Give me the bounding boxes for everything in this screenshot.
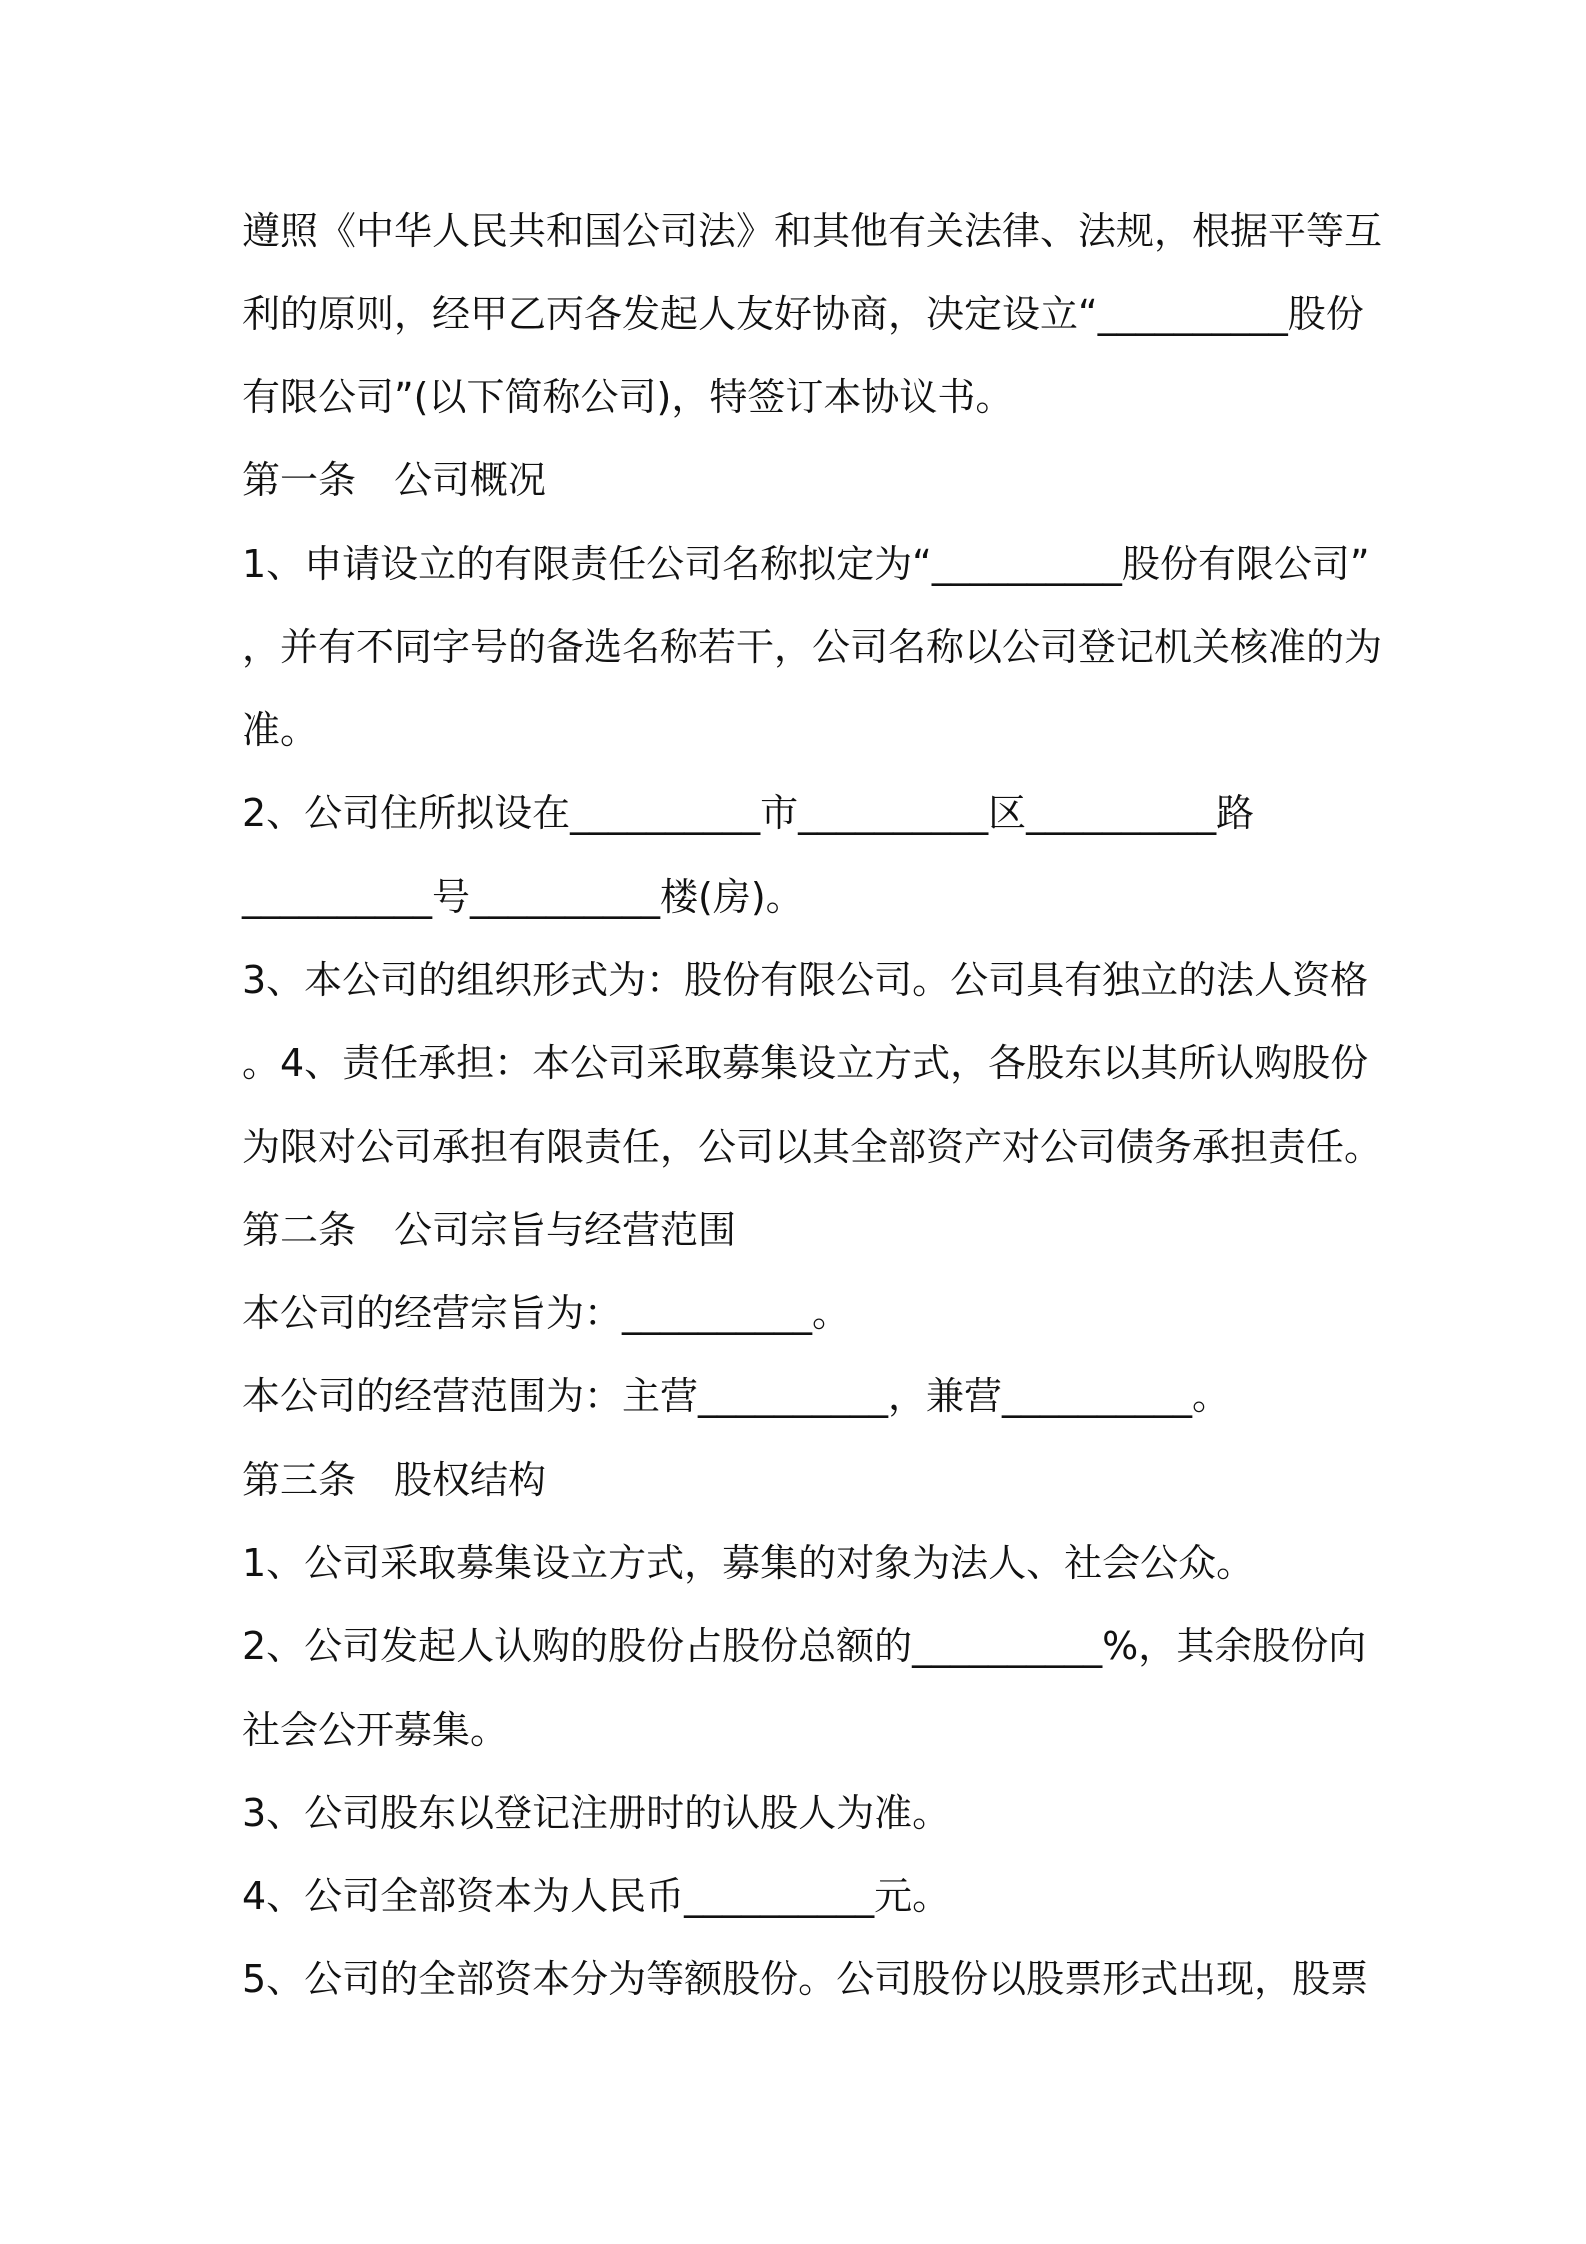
text-line: 社会公开募集。 bbox=[242, 1708, 509, 1752]
text-line: 准。 bbox=[242, 708, 319, 752]
text-line: __________号__________楼(房)。 bbox=[242, 875, 804, 919]
text-line: 。4、责任承担：本公司采取募集设立方式，各股东以其所认购股份 bbox=[242, 1041, 1369, 1085]
text-line: 有限公司”(以下简称公司)，特签订本协议书。 bbox=[242, 375, 1014, 419]
text-line: 1、申请设立的有限责任公司名称拟定为“__________股份有限公司” bbox=[242, 542, 1370, 586]
text-line: ，并有不同字号的备选名称若干，公司名称以公司登记机关核准的为 bbox=[242, 625, 1383, 669]
text-line: 本公司的经营范围为：主营__________，兼营__________。 bbox=[242, 1374, 1231, 1418]
text-line: 4、公司全部资本为人民币__________元。 bbox=[242, 1874, 951, 1918]
section-heading: 第三条 股权结构 bbox=[242, 1458, 547, 1502]
text-line: 5、公司的全部资本分为等额股份。公司股份以股票形式出现，股票 bbox=[242, 1957, 1369, 2001]
text-line: 2、公司住所拟设在__________市__________区__________路 bbox=[242, 791, 1255, 835]
text-line: 3、本公司的组织形式为：股份有限公司。公司具有独立的法人资格 bbox=[242, 958, 1369, 1002]
text-line: 利的原则，经甲乙丙各发起人友好协商，决定设立“__________股份 bbox=[242, 292, 1364, 336]
text-line: 遵照《中华人民共和国公司法》和其他有关法律、法规，根据平等互 bbox=[242, 209, 1383, 253]
section-heading: 第一条 公司概况 bbox=[242, 458, 547, 502]
text-line: 本公司的经营宗旨为：__________。 bbox=[242, 1291, 851, 1335]
text-line: 2、公司发起人认购的股份占股份总额的__________%，其余股份向 bbox=[242, 1624, 1367, 1668]
section-heading: 第二条 公司宗旨与经营范围 bbox=[242, 1208, 737, 1252]
text-line: 3、公司股东以登记注册时的认股人为准。 bbox=[242, 1791, 951, 1835]
text-line: 1、公司采取募集设立方式，募集的对象为法人、社会公众。 bbox=[242, 1541, 1255, 1585]
text-line: 为限对公司承担有限责任，公司以其全部资产对公司债务承担责任。 bbox=[242, 1125, 1383, 1169]
